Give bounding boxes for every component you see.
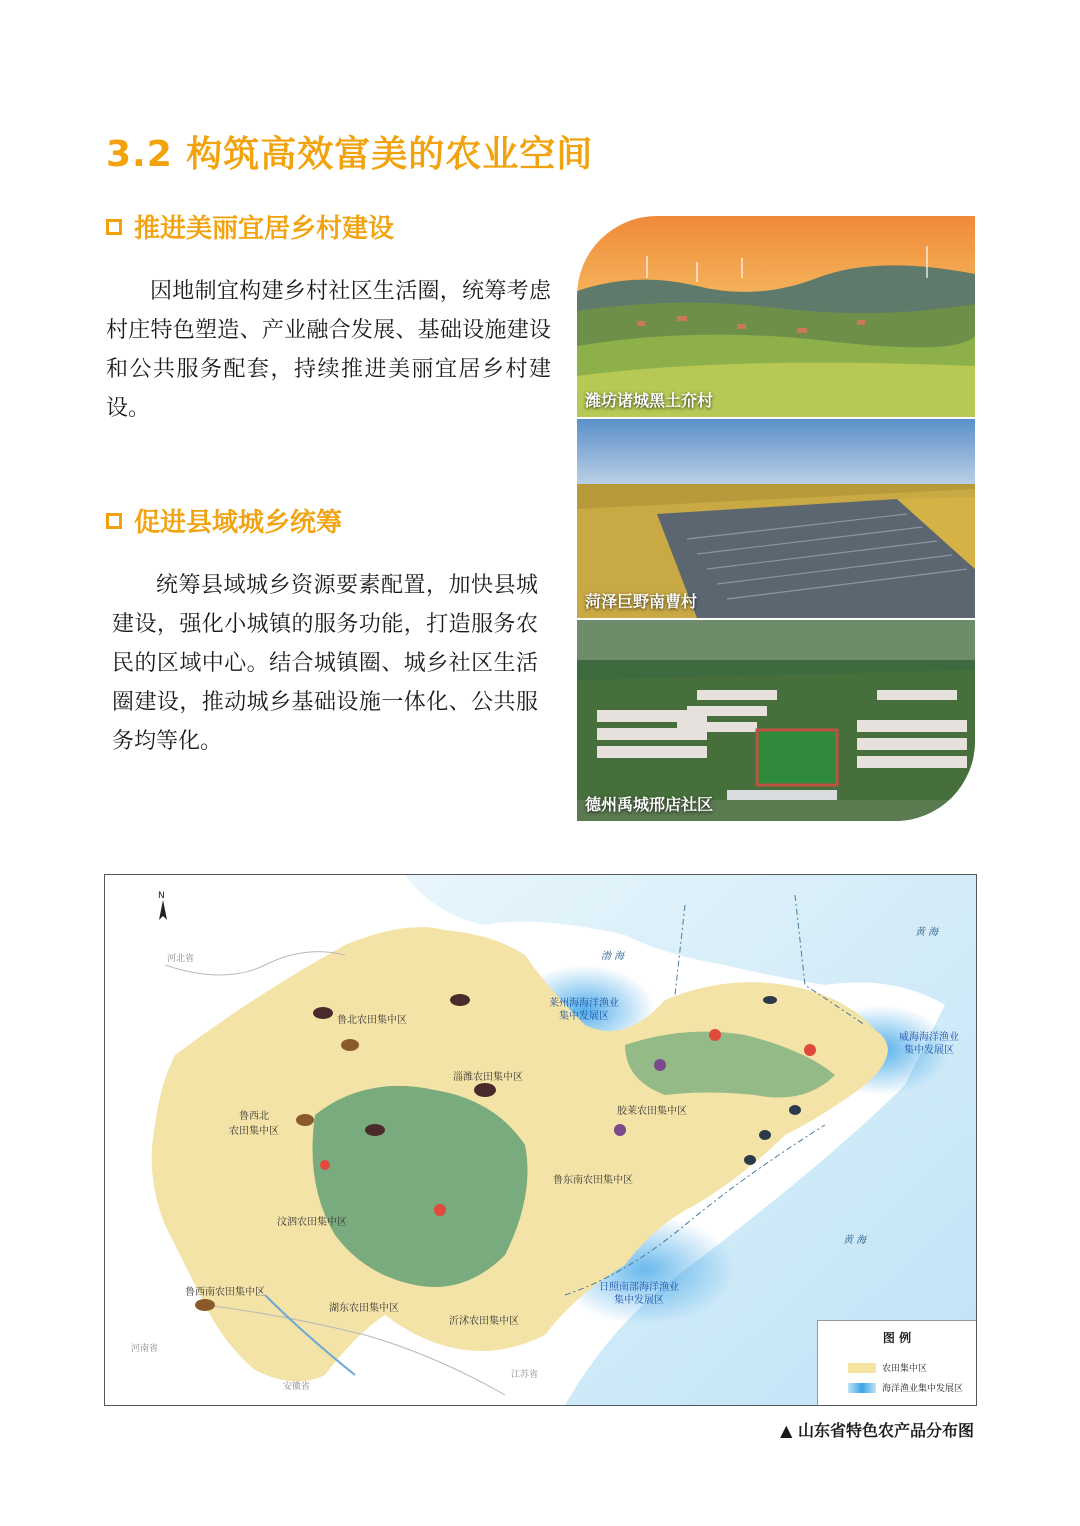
square-bullet-icon bbox=[106, 513, 122, 529]
square-bullet-icon bbox=[106, 219, 122, 235]
figure-caption: ▲ 山东省特色农产品分布图 bbox=[780, 1421, 974, 1440]
zone-wensi: 汶泗农田集中区 bbox=[277, 1217, 347, 1228]
north-arrow-label: N bbox=[158, 891, 165, 901]
photo-caption: 德州禹城邢店社区 bbox=[585, 795, 714, 814]
paragraph-county-integration: 统筹县域城乡资源要素配置，加快县城建设，强化小城镇的服务功能，打造服务农民的区域中心。结合城镇圈、城乡社区生活圈建设，推动城乡基础设施一体化、公共服务均等化。 bbox=[112, 573, 538, 754]
heading-county-integration bbox=[106, 502, 342, 539]
zone-hudong: 湖东农田集中区 bbox=[329, 1303, 399, 1314]
label-jiangsu: 江苏省 bbox=[511, 1370, 539, 1380]
map-legend bbox=[817, 1320, 976, 1405]
para-line: 统筹考虑村庄特色塑造、产业融合发展、基础设施建设和公共服务配套， bbox=[106, 279, 551, 382]
heading-text: 推进美丽宜居乡村建设 bbox=[134, 214, 395, 244]
zone-jiaolai: 胶莱农田集中区 bbox=[617, 1106, 687, 1117]
label-hebei: 河北省 bbox=[167, 954, 195, 964]
legend-title: 图 例 bbox=[882, 1331, 912, 1345]
label-bohai: 渤 海 bbox=[601, 951, 625, 962]
paragraph-rural-construction bbox=[106, 272, 551, 428]
label-huanghai-north: 黄 海 bbox=[915, 927, 939, 938]
heading-rural-construction bbox=[106, 208, 394, 245]
legend-swatch-farm bbox=[848, 1363, 876, 1373]
legend-row-farm bbox=[848, 1361, 927, 1374]
fishery-weihai: 威海海洋渔业 集中发展区 bbox=[899, 1032, 959, 1056]
shandong-map bbox=[104, 874, 977, 1406]
photo-caption: 菏泽巨野南曹村 bbox=[585, 592, 698, 611]
section-title: 3.2 构筑高效富美的农业空间 bbox=[106, 134, 594, 175]
heading-text: 促进县域城乡统筹 bbox=[134, 508, 343, 538]
legend-label-farm: 农田集中区 bbox=[882, 1364, 928, 1374]
legend-swatch-fishery bbox=[848, 1383, 876, 1393]
fishery-rizhao: 日照南部海洋渔业 集中发展区 bbox=[599, 1282, 679, 1306]
fishery-laizhou: 莱州海海洋渔业 集中发展区 bbox=[549, 998, 619, 1022]
zone-lubei: 鲁北农田集中区 bbox=[337, 1015, 407, 1026]
label-huanghai-south: 黄 海 bbox=[843, 1235, 867, 1246]
photo-column bbox=[577, 216, 975, 821]
legend-label-fishery: 海洋渔业集中发展区 bbox=[882, 1384, 964, 1394]
zone-yishu: 沂沭农田集中区 bbox=[449, 1316, 519, 1327]
zone-luxinan: 鲁西南农田集中区 bbox=[185, 1287, 265, 1298]
zone-ziwei: 淄潍农田集中区 bbox=[453, 1072, 523, 1083]
photo-heituku-village bbox=[577, 216, 975, 417]
zone-luxibei: 鲁西北 农田集中区 bbox=[229, 1111, 279, 1137]
zone-ludongnan: 鲁东南农田集中区 bbox=[553, 1175, 633, 1186]
label-anhui: 安徽省 bbox=[283, 1382, 311, 1392]
photo-nancao-village bbox=[577, 419, 975, 618]
para-line: 因地制宜构建乡村社区生活圈， bbox=[150, 279, 463, 304]
label-henan: 河南省 bbox=[131, 1344, 159, 1354]
photo-xingdian-community bbox=[577, 620, 975, 821]
photo-caption: 潍坊诸城黑土夼村 bbox=[585, 391, 714, 410]
para-line: 持续推进美丽宜居乡村建设。 bbox=[106, 357, 551, 421]
legend-row-fishery bbox=[848, 1381, 963, 1394]
